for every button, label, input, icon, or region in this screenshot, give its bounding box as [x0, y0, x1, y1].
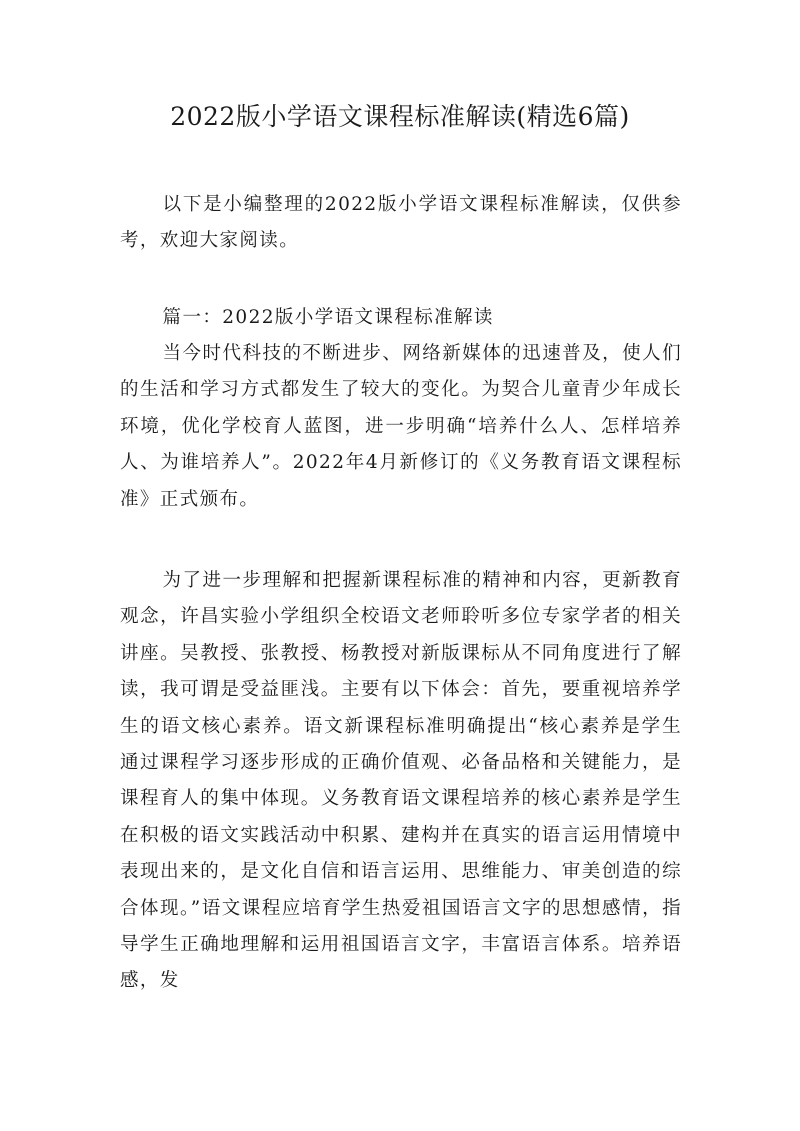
- body-paragraph-2: [120, 563, 682, 1000]
- section-heading: [120, 300, 682, 336]
- paragraph-text: 当今时代科技的不断进步、网络新媒体的迅速普及，使人们的生活和学习方式都发生了较大的变化。为契合儿童青少年成长环境，优化学校育人蓝图，进一步明确“培养什么人、怎样培养人、为谁培养人”。2022年4月新修订的《义务教育语文课程标准》正式颁布。: [120, 343, 682, 510]
- intro-text: 以下是小编整理的2022版小学语文课程标准解读，仅供参考，欢迎大家阅读。: [120, 194, 682, 252]
- intro-paragraph: [120, 187, 682, 260]
- section-heading-text: 篇一：2022版小学语文课程标准解读: [162, 307, 494, 328]
- document-title: 2022版小学语文课程标准解读(精选6篇): [170, 102, 630, 131]
- paragraph-text: 为了进一步理解和把握新课程标准的精神和内容，更新教育观念，许昌实验小学组织全校语文老师聆听多位专家学者的相关讲座。吴教授、张教授、杨教授对新版课标从不同角度进行了解读，我可谓是受益匪浅。主要有以下体会：首先，要重视培养学生的语文核心素养。语文新课程标准明确提出“核心素养是学生通过课程学习逐步形成的正确价值观、必备品格和关键能力，是课程育人的集中体现。义务教育语文课程培养的核心素养是学生在积极的语文实践活动中积累、建构并在真实的语言运用情境中表现出来的，是文化自信和语言运用、思维能力、审美创造的综合体现。”语文课程应培育学生热爱祖国语言文字的思想感情，指导学生正确地理解和运用祖国语言文字，丰富语言体系。培养语感，发: [120, 570, 682, 992]
- body-paragraph-1: [120, 336, 682, 518]
